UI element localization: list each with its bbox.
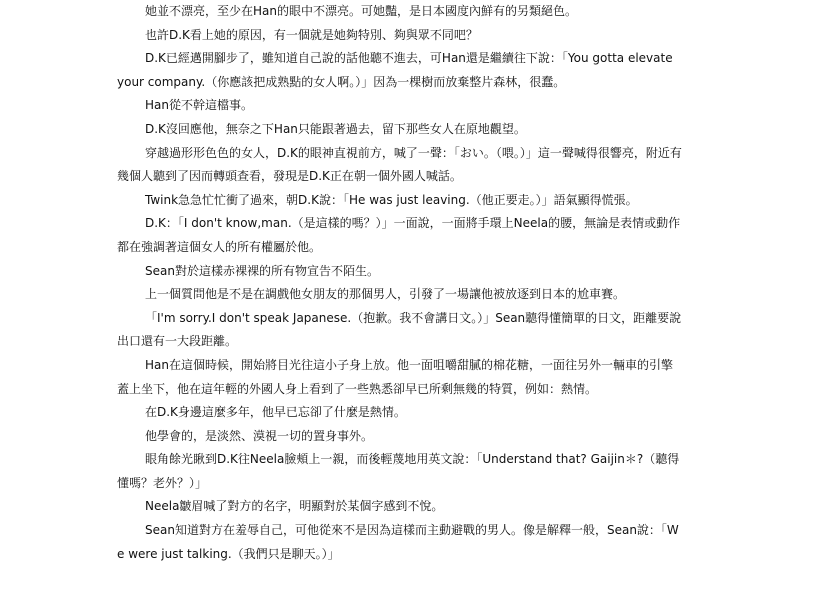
paragraph: Neela皺眉喊了對方的名字，明顯對於某個字感到不悅。: [145, 499, 444, 514]
document-page: [117, 0, 682, 566]
paragraph: Sean知道對方在羞辱自己，可他從來不是因為這樣而主動避戰的男人。像是解釋一般，Sean說：「We were just talking.（我們只是聊天。）」: [117, 523, 679, 561]
paragraph: 穿越過形形色色的女人，D.K的眼神直視前方，喊了一聲：「おい。（喂。）」這一聲喊得很響亮，附近有幾個人聽到了因而轉頭查看，發現是D.K正在朝一個外國人喊話。: [117, 145, 682, 184]
paragraph: 她並不漂亮，至少在Han的眼中不漂亮。可她豔，是日本國度內鮮有的另類絕色。: [145, 4, 577, 18]
paragraph: Han從不幹這檔事。: [145, 98, 253, 113]
paragraph: 「I'm sorry.I don't speak Japanese.（抱歉。我不會講日文。）」Sean聽得懂簡單的日文，距離要說出口還有一大段距離。: [117, 310, 682, 349]
paragraph: 眼角餘光瞅到D.K往Neela臉頰上一親，而後輕蔑地用英文說：「Understand that? Gaijin＊?（聽得懂嗎？老外？）」: [117, 452, 680, 490]
paragraph: Sean對於這樣赤裸裸的所有物宣告不陌生。: [145, 263, 379, 278]
paragraph: D.K已經邁開腳步了，雖知道自己說的話他聽不進去，可Han還是繼續往下說：「You gotta elevate your company.（你應該把成熟點的女人啊。）」因為一棵樹而放棄整片森林，很蠢。: [117, 51, 673, 89]
paragraph: Twink急急忙忙衝了過來，朝D.K說：「He was just leaving.（他正要走。）」語氣顯得慌張。: [145, 192, 638, 207]
paragraph: Han在這個時候，開始將目光往這小子身上放。他一面咀嚼甜膩的棉花糖，一面往另外一輛車的引擎蓋上坐下，他在這年輕的外國人身上看到了一些熟悉卻早已所剩無幾的特質，例如：熱情。: [117, 357, 673, 396]
paragraph: 也許D.K看上她的原因，有一個就是她夠特別、夠與眾不同吧？: [145, 27, 478, 42]
paragraph: 上一個質問他是不是在調戲他女朋友的那個男人，引發了一場讓他被放逐到日本的尬車賽。: [145, 287, 626, 302]
paragraph: D.K沒回應他，無奈之下Han只能跟著過去，留下那些女人在原地觀望。: [145, 121, 526, 136]
paragraph: D.K：「I don't know,man.（是這樣的嗎？）」一面說，一面將手環上Neela的腰，無論是表情或動作都在強調著這個女人的所有權屬於他。: [117, 216, 681, 254]
paragraph: 他學會的，是淡然、漠視一切的置身事外。: [145, 428, 374, 443]
paragraph: 在D.K身邊這麼多年，他早已忘卻了什麼是熱情。: [145, 405, 406, 420]
